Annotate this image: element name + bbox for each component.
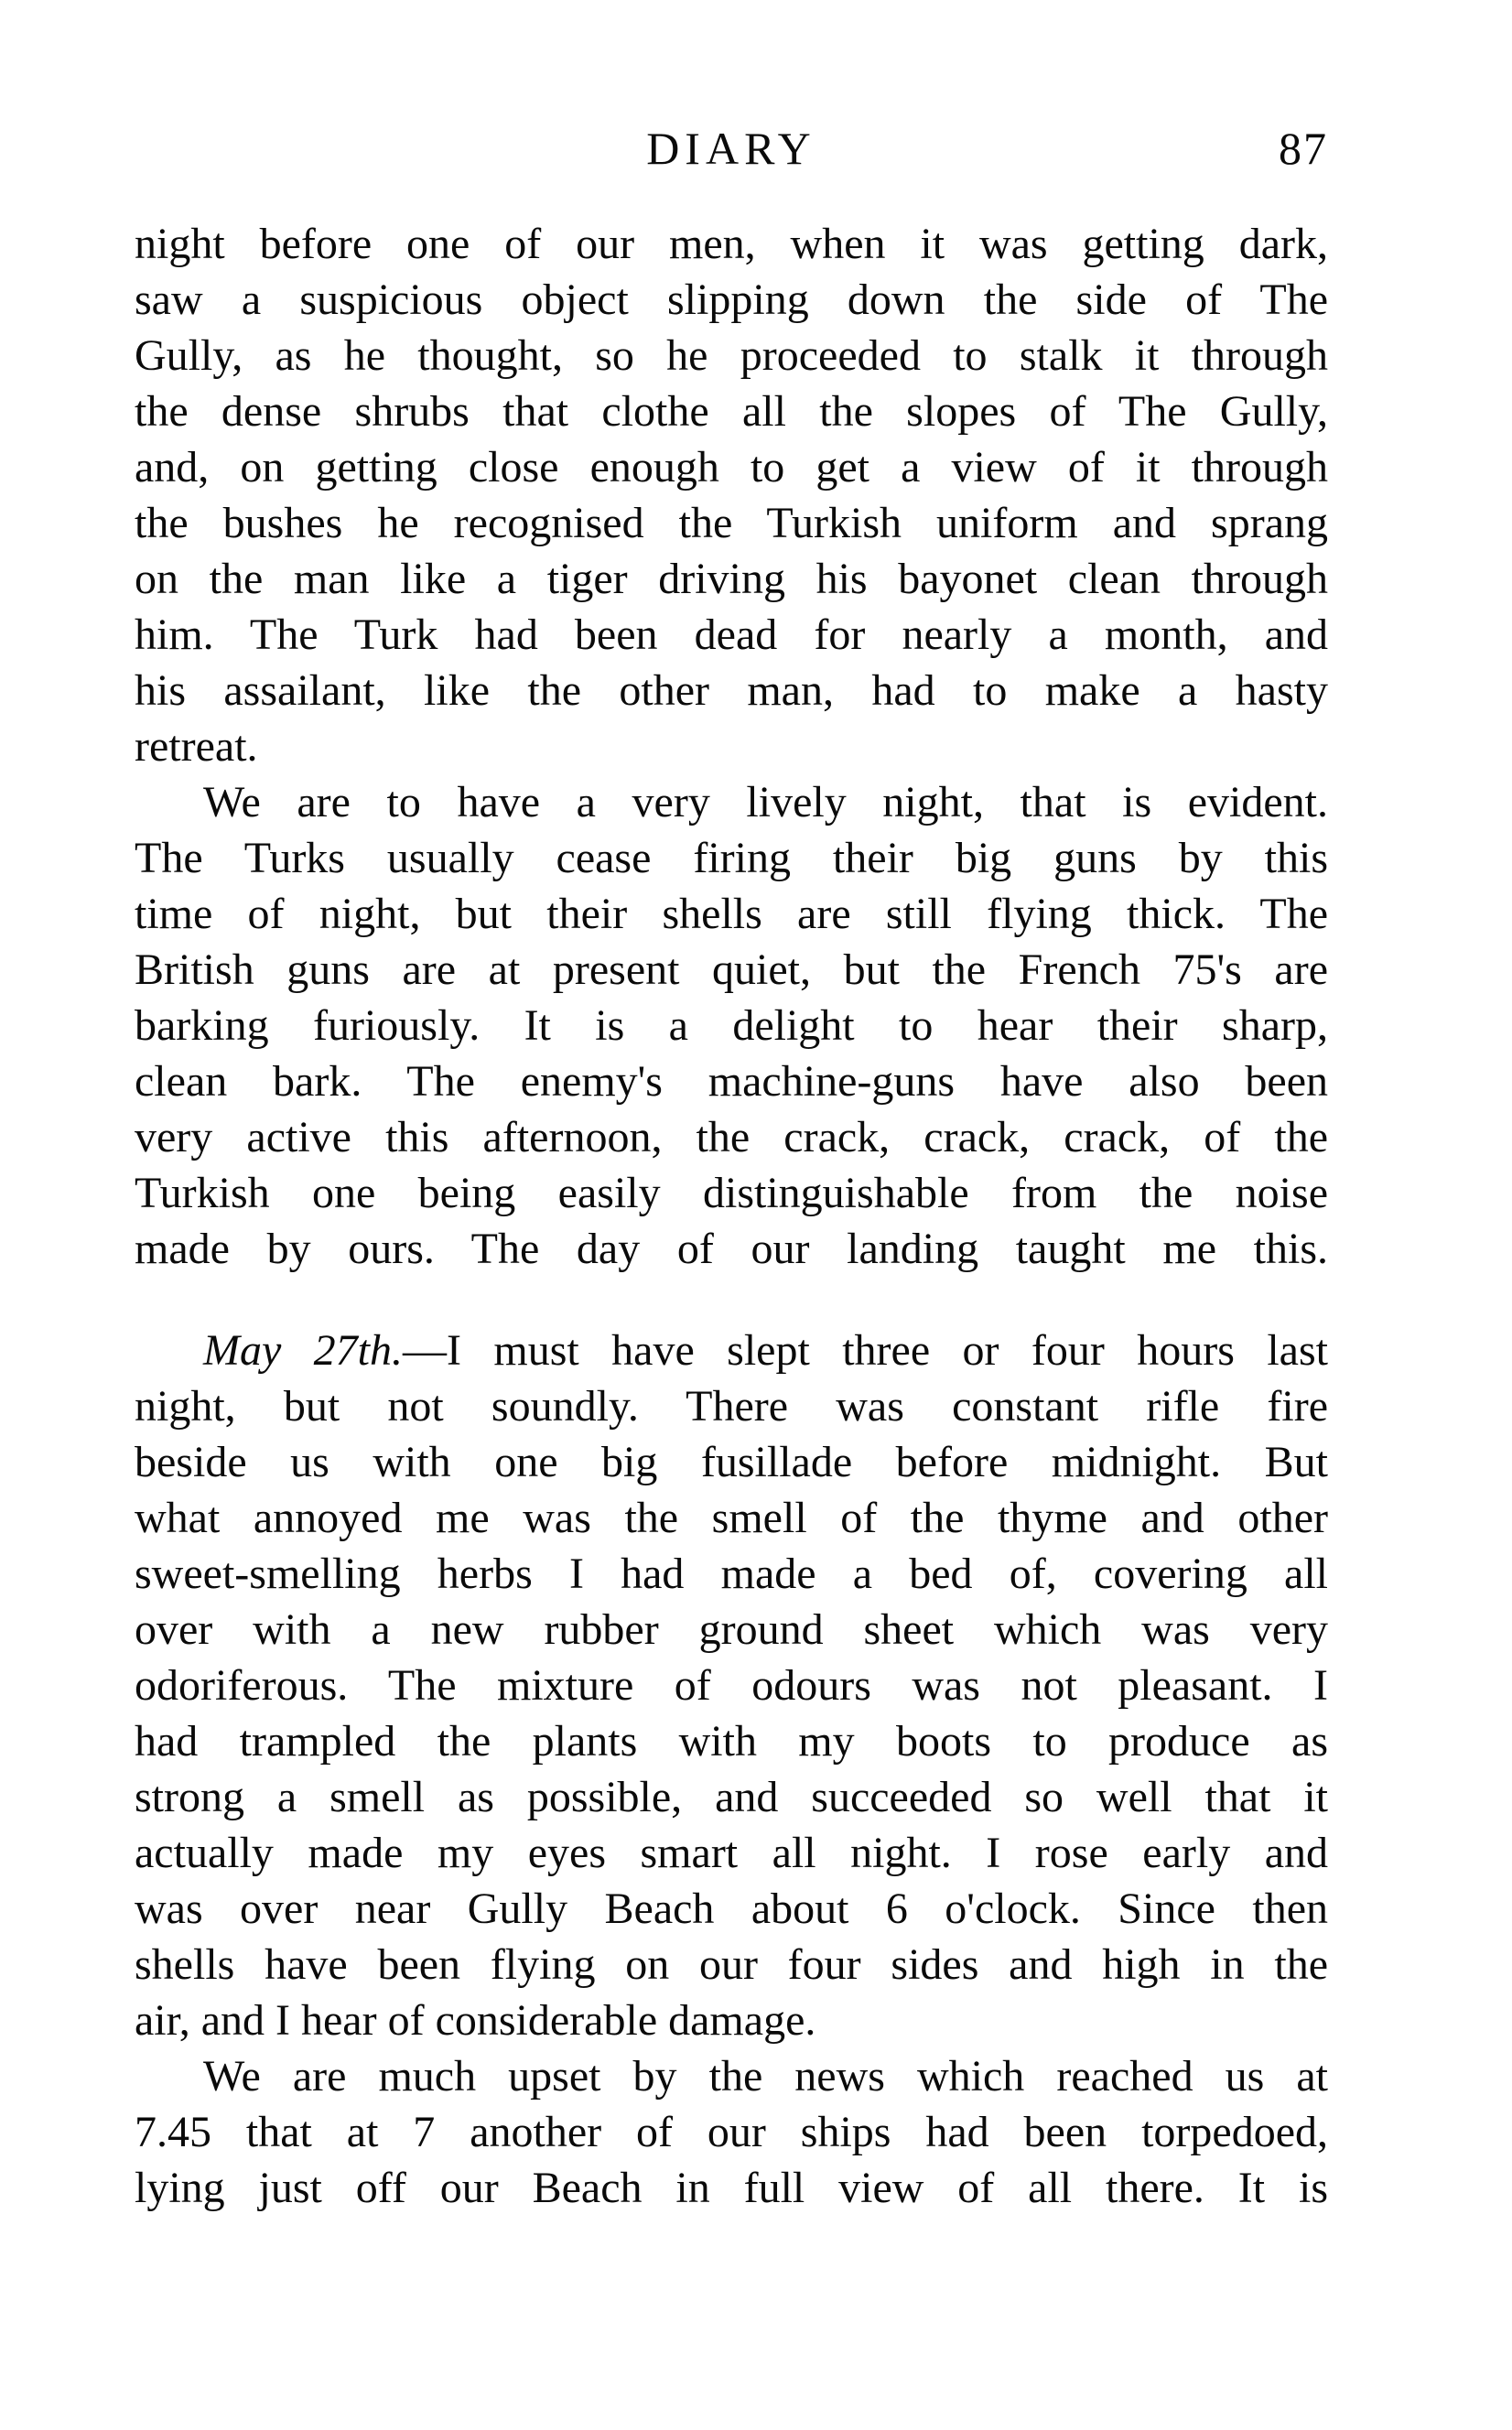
- paragraph: [135, 2048, 1328, 2216]
- date-italic: May 27th.: [203, 1326, 404, 1375]
- text-line: The Turks usually cease firing their big guns by this: [135, 834, 1328, 882]
- text-line: May 27th.—I must have slept three or four hours last: [203, 1326, 1329, 1375]
- page-number: 87: [1279, 123, 1328, 174]
- text-line: was over near Gully Beach about 6 o'clock. Since then: [135, 1885, 1328, 1933]
- text-line: the bushes he recognised the Turkish uniform and sprang: [135, 499, 1328, 547]
- text-line: Turkish one being easily distinguishable from the noise: [135, 1169, 1328, 1217]
- text-line: what annoyed me was the smell of the thyme and other: [135, 1494, 1328, 1542]
- running-head: [135, 121, 1328, 177]
- text-line: time of night, but their shells are still flying thick. The: [135, 890, 1328, 938]
- running-head-title: DIARY: [646, 123, 816, 174]
- text-line: shells have been flying on our four sides and high in the: [135, 1940, 1328, 1989]
- text-line: British guns are at present quiet, but the French 75's are: [135, 945, 1328, 994]
- text-line: and, on getting close enough to get a view of it through: [135, 443, 1328, 491]
- text-line: sweet-smelling herbs I had made a bed of, covering all: [135, 1550, 1328, 1598]
- text-line: very active this afternoon, the crack, crack, crack, of the: [135, 1113, 1328, 1161]
- paragraph: [135, 774, 1328, 1277]
- text-line: night before one of our men, when it was getting dark,: [135, 220, 1328, 268]
- text-line: We are to have a very lively night, that is evident.: [203, 778, 1328, 826]
- text-line: 7.45 that at 7 another of our ships had been torpedoed,: [135, 2108, 1328, 2156]
- page-body: [135, 216, 1328, 2216]
- text-line: air, and I hear of considerable damage.: [135, 1996, 816, 2045]
- text-line: strong a smell as possible, and succeeded so well that it: [135, 1773, 1328, 1821]
- text-line: barking furiously. It is a delight to hear their sharp,: [135, 1001, 1328, 1050]
- text-line: had trampled the plants with my boots to produce as: [135, 1717, 1328, 1766]
- text-line: clean bark. The enemy's machine-guns have also been: [135, 1057, 1328, 1106]
- text-line: over with a new rubber ground sheet which was very: [135, 1605, 1328, 1654]
- text-line: night, but not soundly. There was constant rifle fire: [135, 1382, 1328, 1431]
- text-line: saw a suspicious object slipping down the side of The: [135, 275, 1328, 324]
- text-line: lying just off our Beach in full view of all there. It is: [135, 2164, 1328, 2212]
- text-line: actually made my eyes smart all night. I rose early and: [135, 1829, 1328, 1877]
- paragraph: [135, 216, 1328, 774]
- text-line: retreat.: [135, 722, 258, 771]
- paragraph: [135, 1323, 1328, 2048]
- text-line: made by ours. The day of our landing taught me this.: [135, 1225, 1328, 1273]
- text-line: on the man like a tiger driving his bayonet clean through: [135, 555, 1328, 603]
- text-line: We are much upset by the news which reached us at: [203, 2052, 1328, 2101]
- text-line: odoriferous. The mixture of odours was not pleasant. I: [135, 1661, 1328, 1710]
- text-block: [0, 121, 1512, 2216]
- text-line: the dense shrubs that clothe all the slopes of The Gully,: [135, 387, 1328, 436]
- text-line: Gully, as he thought, so he proceeded to stalk it through: [135, 331, 1328, 380]
- text-line: his assailant, like the other man, had to make a hasty: [135, 666, 1328, 715]
- text-line: him. The Turk had been dead for nearly a month, and: [135, 610, 1328, 659]
- text-line: beside us with one big fusillade before midnight. But: [135, 1438, 1328, 1486]
